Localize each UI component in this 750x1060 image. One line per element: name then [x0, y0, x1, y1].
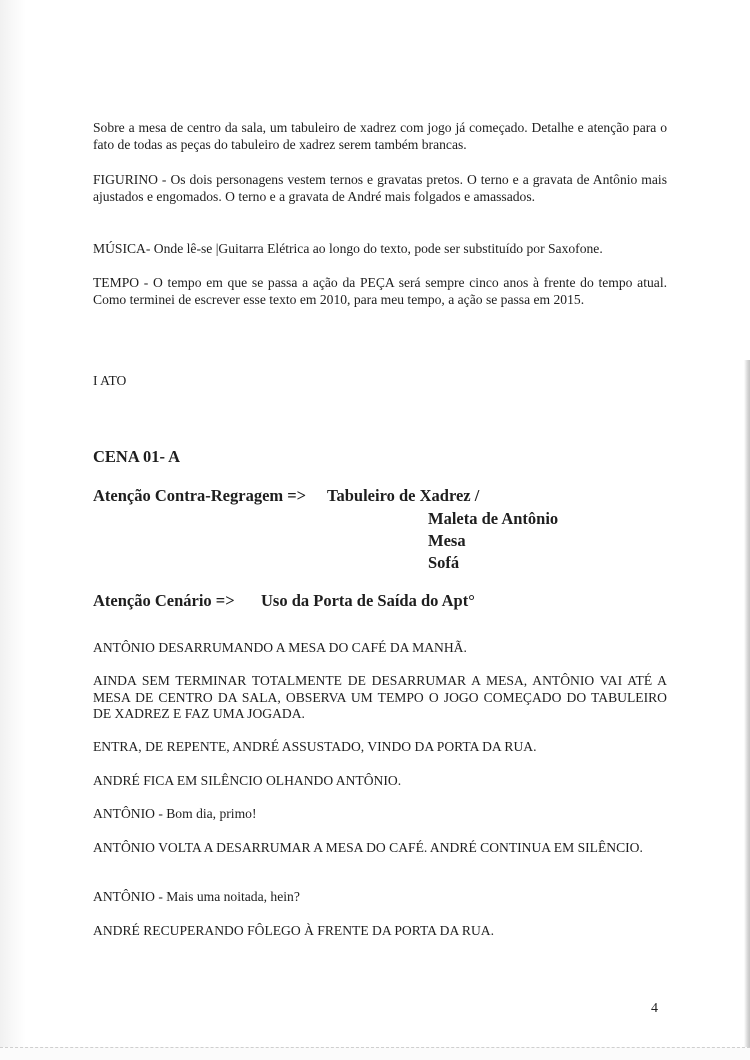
script-line: ANDRÉ RECUPERANDO FÔLEGO À FRENTE DA PORTA DA RUA.: [93, 923, 495, 938]
paragraph-tempo: TEMPO - O tempo em que se passa a ação da PEÇA será sempre cinco anos à frente do tempo atual. Como terminei de escrever esse texto em 2010, para meu tempo, a ação se passa em 2015.: [93, 275, 667, 307]
cenario-value: Uso da Porta de Saída do Apt°: [261, 591, 475, 610]
paragraph-figurino: FIGURINO - Os dois personagens vestem ternos e gravatas pretos. O terno e a gravata de Antônio mais ajustados e engomados. O terno e a gravata de André mais folgados e amassados.: [93, 172, 667, 204]
dialogue-line: ANTÔNIO - Bom dia, primo!: [93, 806, 257, 821]
props-list: [428, 508, 558, 574]
scan-right-edge: [744, 360, 750, 1060]
props-item-sofa: Sofá: [428, 553, 460, 572]
script-line: ANDRÉ FICA EM SILÊNCIO OLHANDO ANTÔNIO.: [93, 773, 402, 788]
paragraph-setting: Sobre a mesa de centro da sala, um tabuleiro de xadrez com jogo já começado. Detalhe e atenção para o fato de todas as peças do tabuleiro de xadrez serem também brancas.: [93, 120, 667, 152]
props-item-tabuleiro: Tabuleiro de Xadrez /: [327, 486, 480, 505]
act-label: I ATO: [93, 373, 127, 388]
contra-regragem-label: Atenção Contra-Regragem =>: [93, 486, 307, 505]
props-item-mesa: Mesa: [428, 531, 466, 550]
script-line: ANTÔNIO DESARRUMANDO A MESA DO CAFÉ DA MANHÃ.: [93, 640, 467, 655]
props-item-maleta: Maleta de Antônio: [428, 509, 559, 528]
script-line: ENTRA, DE REPENTE, ANDRÉ ASSUSTADO, VINDO DA PORTA DA RUA.: [93, 739, 537, 754]
scan-left-margin: [0, 0, 26, 1060]
cenario-label: Atenção Cenário =>: [93, 591, 235, 610]
scan-bottom-edge: [0, 1047, 750, 1060]
script-line: AINDA SEM TERMINAR TOTALMENTE DE DESARRUMAR A MESA, ANTÔNIO VAI ATÉ A MESA DE CENTRO DA SALA, OBSERVA UM TEMPO O JOGO COMEÇADO DO TABULEIRO DE XADREZ E FAZ UMA JOGADA.: [93, 673, 667, 721]
scene-title: CENA 01- A: [93, 447, 181, 466]
page-number: 4: [651, 1001, 658, 1016]
script-line: ANTÔNIO VOLTA A DESARRUMAR A MESA DO CAFÉ. ANDRÉ CONTINUA EM SILÊNCIO.: [93, 840, 643, 855]
paragraph-musica: MÚSICA- Onde lê-se |Guitarra Elétrica ao longo do texto, pode ser substituído por Saxofone.: [93, 241, 603, 256]
dialogue-line: ANTÔNIO - Mais uma noitada, hein?: [93, 889, 300, 904]
